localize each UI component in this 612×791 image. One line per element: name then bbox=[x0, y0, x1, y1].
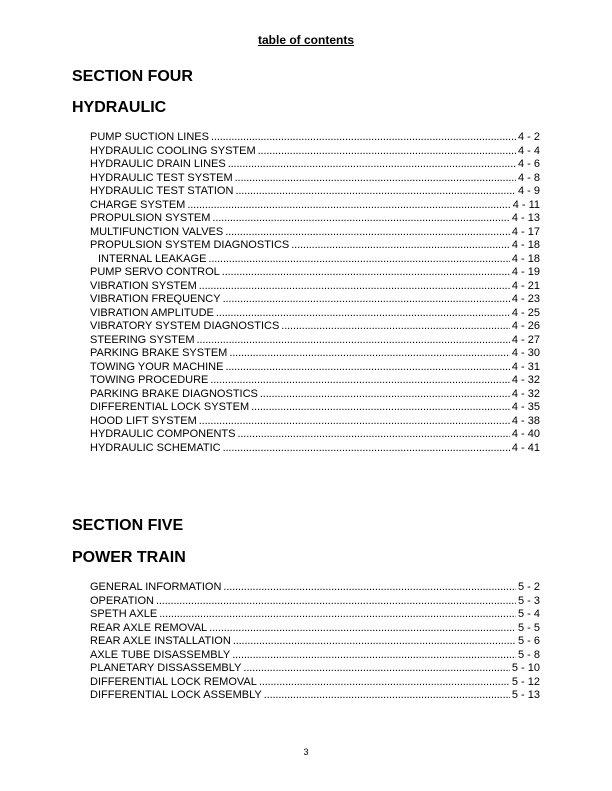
toc-dot-leader bbox=[258, 145, 516, 159]
toc-entry-page: 5 - 3 bbox=[517, 594, 540, 607]
toc-entry-page: 4 - 18 bbox=[511, 252, 540, 265]
toc-entry bbox=[90, 307, 540, 321]
toc-entry-title: TOWING PROCEDURE bbox=[90, 374, 209, 386]
toc-entry bbox=[90, 689, 540, 703]
toc-dot-leader bbox=[209, 622, 516, 636]
toc-entry bbox=[90, 649, 540, 663]
toc-entry-page: 5 - 6 bbox=[517, 635, 540, 647]
toc-dot-leader bbox=[197, 334, 510, 348]
toc-dot-leader bbox=[199, 280, 510, 294]
toc-dot-leader bbox=[243, 662, 509, 676]
toc-entry bbox=[90, 266, 540, 280]
toc-entry bbox=[90, 131, 540, 145]
toc-entry bbox=[90, 334, 540, 348]
toc-entry-page: 4 - 18 bbox=[511, 239, 540, 251]
toc-entry-title: HYDRAULIC TEST STATION bbox=[90, 185, 234, 197]
toc-entry-page: 4 - 23 bbox=[511, 293, 540, 305]
toc-entry-title: OPERATION bbox=[90, 594, 154, 607]
toc-entry bbox=[90, 185, 540, 199]
toc-dot-leader bbox=[222, 266, 510, 280]
toc-entry bbox=[90, 253, 540, 267]
toc-entry-page: 4 - 9 bbox=[517, 185, 540, 197]
toc-dot-leader bbox=[212, 212, 509, 226]
toc-entry bbox=[90, 347, 540, 361]
toc-entry-page: 4 - 11 bbox=[512, 198, 540, 211]
toc-entry-title: VIBRATION AMPLITUDE bbox=[90, 306, 214, 319]
toc-entry-page: 4 - 41 bbox=[511, 441, 540, 454]
toc-dot-leader bbox=[229, 347, 510, 361]
toc-entry-title: PLANETARY DISSASSEMBLY bbox=[90, 662, 242, 674]
toc-entry bbox=[90, 199, 540, 213]
toc-dot-leader bbox=[225, 361, 509, 375]
toc-entry-title: PUMP SERVO CONTROL bbox=[90, 266, 220, 278]
toc-entry-page: 4 - 21 bbox=[511, 279, 540, 292]
toc-entry bbox=[90, 145, 540, 159]
toc-entry-title: TOWING YOUR MACHINE bbox=[90, 360, 224, 373]
toc-entry-title: PARKING BRAKE DIAGNOSTICS bbox=[90, 387, 258, 400]
toc-entry-title: SPETH AXLE bbox=[90, 608, 158, 620]
toc-dot-leader bbox=[223, 581, 516, 595]
section-four-subheading: HYDRAULIC bbox=[72, 99, 167, 116]
toc-dot-leader bbox=[187, 199, 510, 213]
toc-entry-page: 4 - 6 bbox=[517, 158, 540, 170]
toc-dot-leader bbox=[281, 320, 510, 334]
toc-entry bbox=[90, 662, 540, 676]
toc-entry-title: DIFFERENTIAL LOCK SYSTEM bbox=[90, 401, 250, 413]
toc-entry-title: PROPULSION SYSTEM bbox=[90, 212, 211, 224]
toc-entry bbox=[90, 293, 540, 307]
toc-entry bbox=[90, 158, 540, 172]
toc-entry-title: DIFFERENTIAL LOCK ASSEMBLY bbox=[90, 689, 262, 701]
toc-dot-leader bbox=[233, 635, 516, 649]
toc-dot-leader bbox=[291, 239, 510, 253]
toc-entry-title: STEERING SYSTEM bbox=[90, 333, 195, 346]
toc-entry bbox=[90, 172, 540, 186]
toc-entry-title: HYDRAULIC COMPONENTS bbox=[90, 428, 236, 440]
toc-entry bbox=[90, 401, 540, 415]
page-number: 3 bbox=[303, 747, 309, 757]
toc-dot-leader bbox=[235, 185, 516, 199]
toc-entry-page: 4 - 30 bbox=[511, 347, 540, 359]
toc-dot-leader bbox=[210, 374, 510, 388]
toc-entry-title: PUMP SUCTION LINES bbox=[90, 131, 209, 143]
toc-entry bbox=[90, 388, 540, 402]
toc-entry-title: VIBRATION FREQUENCY bbox=[90, 293, 221, 305]
toc-dot-leader bbox=[228, 158, 516, 172]
toc-dot-leader bbox=[232, 649, 516, 663]
toc-entry bbox=[90, 280, 540, 294]
section-five-toc-list bbox=[90, 581, 540, 703]
section-five-subheading: POWER TRAIN bbox=[72, 549, 186, 566]
toc-entry bbox=[90, 622, 540, 636]
toc-entry-page: 4 - 2 bbox=[517, 131, 540, 143]
toc-entry-page: 4 - 25 bbox=[511, 306, 540, 319]
toc-entry-page: 4 - 26 bbox=[511, 320, 540, 332]
toc-entry bbox=[90, 442, 540, 456]
toc-entry-page: 4 - 32 bbox=[511, 374, 540, 386]
toc-entry-title: VIBRATION SYSTEM bbox=[90, 279, 197, 292]
toc-entry-title: PARKING BRAKE SYSTEM bbox=[90, 347, 228, 359]
toc-dot-leader bbox=[225, 226, 510, 240]
toc-dot-leader bbox=[159, 608, 516, 622]
toc-entry-page: 4 - 35 bbox=[511, 401, 540, 413]
section-four-heading: SECTION FOUR bbox=[72, 68, 193, 85]
toc-entry-page: 4 - 32 bbox=[511, 387, 540, 400]
toc-entry bbox=[90, 374, 540, 388]
toc-entry bbox=[90, 595, 540, 609]
toc-dot-leader bbox=[216, 307, 510, 321]
toc-dot-leader bbox=[264, 689, 510, 703]
section-four-toc-list bbox=[90, 131, 540, 455]
toc-entry-page: 4 - 13 bbox=[511, 212, 540, 224]
toc-entry-title: HYDRAULIC SCHEMATIC bbox=[90, 441, 221, 454]
toc-dot-leader bbox=[156, 595, 516, 609]
toc-dot-leader bbox=[199, 415, 510, 429]
toc-entry-title: PROPULSION SYSTEM DIAGNOSTICS bbox=[90, 239, 290, 251]
toc-entry bbox=[90, 428, 540, 442]
toc-entry-page: 4 - 40 bbox=[511, 428, 540, 440]
toc-entry-page: 4 - 8 bbox=[517, 171, 540, 184]
toc-dot-leader bbox=[235, 172, 516, 186]
toc-entry-page: 4 - 38 bbox=[511, 414, 540, 427]
toc-title: table of contents bbox=[257, 33, 354, 47]
toc-dot-leader bbox=[259, 676, 510, 690]
toc-entry-title: REAR AXLE INSTALLATION bbox=[90, 635, 231, 647]
toc-dot-leader bbox=[237, 428, 509, 442]
toc-entry-title: HYDRAULIC COOLING SYSTEM bbox=[90, 144, 256, 157]
toc-entry bbox=[90, 635, 540, 649]
toc-entry-page: 4 - 19 bbox=[511, 266, 540, 278]
toc-entry-page: 5 - 5 bbox=[517, 621, 540, 634]
toc-entry-page: 4 - 4 bbox=[517, 144, 540, 157]
toc-entry-page: 5 - 13 bbox=[511, 689, 540, 701]
toc-entry-title: HOOD LIFT SYSTEM bbox=[90, 414, 197, 427]
toc-entry-page: 5 - 4 bbox=[517, 608, 540, 620]
toc-entry bbox=[90, 226, 540, 240]
toc-entry-title: REAR AXLE REMOVAL bbox=[90, 621, 208, 634]
toc-entry bbox=[90, 676, 540, 690]
toc-entry-page: 4 - 31 bbox=[511, 360, 540, 373]
toc-entry-page: 4 - 17 bbox=[511, 225, 540, 238]
toc-entry-title: DIFFERENTIAL LOCK REMOVAL bbox=[90, 675, 257, 688]
toc-entry bbox=[90, 361, 540, 375]
toc-entry-page: 4 - 27 bbox=[511, 333, 540, 346]
toc-dot-leader bbox=[211, 131, 516, 145]
toc-dot-leader bbox=[260, 388, 510, 402]
toc-entry-title: MULTIFUNCTION VALVES bbox=[90, 225, 224, 238]
toc-entry-page: 5 - 8 bbox=[517, 648, 540, 661]
toc-entry bbox=[90, 239, 540, 253]
toc-entry bbox=[90, 415, 540, 429]
toc-entry-title: HYDRAULIC TEST SYSTEM bbox=[90, 171, 233, 184]
toc-dot-leader bbox=[208, 253, 509, 267]
toc-dot-leader bbox=[251, 401, 510, 415]
toc-entry-page: 5 - 10 bbox=[511, 662, 540, 674]
toc-entry-title: AXLE TUBE DISASSEMBLY bbox=[90, 648, 231, 661]
toc-dot-leader bbox=[223, 442, 510, 456]
toc-entry-title: CHARGE SYSTEM bbox=[90, 198, 186, 211]
section-five-heading: SECTION FIVE bbox=[72, 517, 184, 534]
toc-entry-title: HYDRAULIC DRAIN LINES bbox=[90, 158, 226, 170]
toc-entry-page: 5 - 12 bbox=[511, 675, 540, 688]
toc-entry-title: VIBRATORY SYSTEM DIAGNOSTICS bbox=[90, 320, 280, 332]
toc-entry-page: 5 - 2 bbox=[517, 581, 540, 593]
toc-dot-leader bbox=[223, 293, 510, 307]
toc-entry-title: INTERNAL LEAKAGE bbox=[98, 252, 207, 265]
toc-entry bbox=[90, 608, 540, 622]
toc-entry bbox=[90, 212, 540, 226]
toc-entry-title: GENERAL INFORMATION bbox=[90, 581, 222, 593]
toc-entry bbox=[90, 320, 540, 334]
toc-entry bbox=[90, 581, 540, 595]
